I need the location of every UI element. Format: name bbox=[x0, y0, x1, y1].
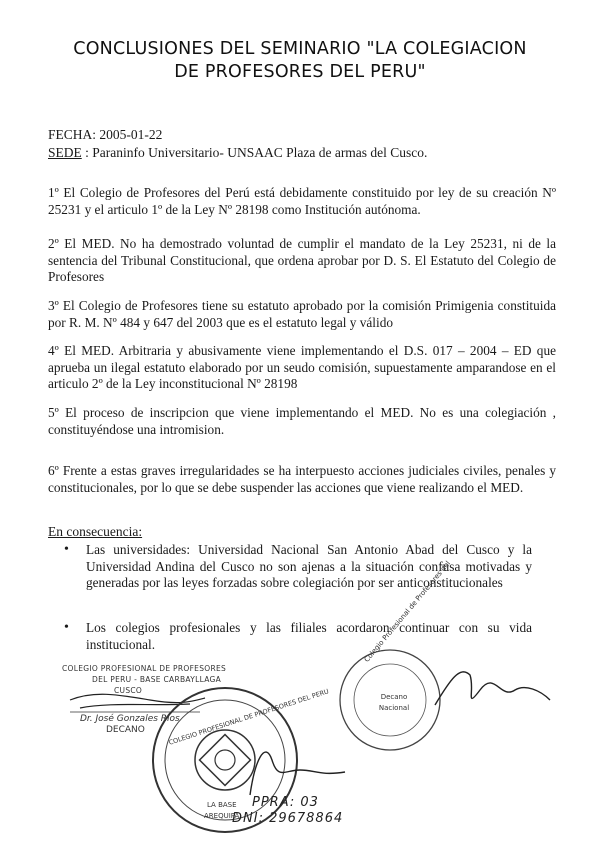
handwritten-ppra: PPRA: 03 bbox=[252, 795, 319, 810]
cusco-stamp-line-3: CUSCO bbox=[114, 686, 143, 695]
conclusion-paragraph: 1º El Colegio de Profesores del Perú está debidamente constituido por ley de su creación Nº 25231 y el articulo 1º de la Ley Nº 28198 como Institución autónoma. bbox=[48, 185, 556, 217]
national-stamp-ring-text: Colegio Profesional de Profesores del bbox=[362, 559, 453, 664]
fecha-value: 2005-01-22 bbox=[99, 127, 163, 142]
title-line-2: DE PROFESORES DEL PERU" bbox=[174, 62, 426, 82]
list-item: • Los colegios profesionales y las filiales acordaron continuar con su vida institucional. bbox=[86, 620, 532, 653]
title-line-1: CONCLUSIONES DEL SEMINARIO "LA COLEGIACION bbox=[73, 39, 527, 59]
list-item: • Las universidades: Universidad Nacional San Antonio Abad del Cusco y la Universidad Andina del Cusco no son ajenas a la situación confusa motivadas y generadas por las leyes forzadas sobre colegiación por ser anticonstitucionales bbox=[86, 542, 532, 592]
sede-value: : Paraninfo Universitario- UNSAAC Plaza de armas del Cusco. bbox=[85, 145, 428, 160]
cusco-stamp-name: Dr. José Gonzales Ríos bbox=[80, 714, 180, 724]
cusco-stamp-line-2: DEL PERU - BASE CARBAYLLAGA bbox=[92, 675, 222, 684]
fecha-label: FECHA: bbox=[48, 127, 97, 142]
cusco-stamp-title: DECANO bbox=[106, 725, 145, 735]
consequence-heading: En consecuencia: bbox=[48, 524, 143, 539]
signature-national bbox=[435, 672, 550, 705]
arequipa-stamp-base-text: LA BASE bbox=[207, 801, 237, 809]
arequipa-stamp-city-text: AREQUIPA bbox=[204, 812, 240, 820]
national-stamp-center-text: Decano Nacional bbox=[378, 693, 410, 712]
sede-label: SEDE bbox=[48, 145, 82, 160]
conclusion-paragraph: 4º El MED. Arbitraria y abusivamente viene implementando el D.S. 017 – 2004 – ED que aprueba un ilegal estatuto elaborado por un seudo comisión, supuestamente amparandose en el articulo 2º de la Ley inconstitucional Nº 28198 bbox=[48, 343, 556, 391]
arequipa-stamp-ring-text: COLEGIO PROFESIONAL DE PROFESORES DEL PERU bbox=[167, 687, 330, 747]
conclusion-paragraph: 6º Frente a estas graves irregularidades se ha interpuesto acciones judiciales civiles, penales y constitucionales, por lo que se debe suspender las acciones que viene realizando el MED. bbox=[48, 463, 556, 495]
conclusion-paragraph: 5º El proceso de inscripcion que viene implementando el MED. No es una colegiación , constituyéndose una intromision. bbox=[48, 405, 556, 437]
conclusion-paragraph: 2º El MED. No ha demostrado voluntad de cumplir el mandato de la Ley 25231, ni de la sentencia del Tribunal Constitucional, que ordena aprobar por D. S. El Estatuto del Colegio de Profesores bbox=[48, 236, 556, 284]
conclusion-paragraph: 3º El Colegio de Profesores tiene su estatuto aprobado por la comisión Primigenia constituida por R. M. Nº 484 y 647 del 2003 que es el estatuto legal y válido bbox=[48, 298, 556, 330]
handwritten-dni: DNI: 29678864 bbox=[232, 811, 344, 826]
cusco-stamp-line-1: COLEGIO PROFESIONAL DE PROFESORES bbox=[62, 664, 227, 673]
